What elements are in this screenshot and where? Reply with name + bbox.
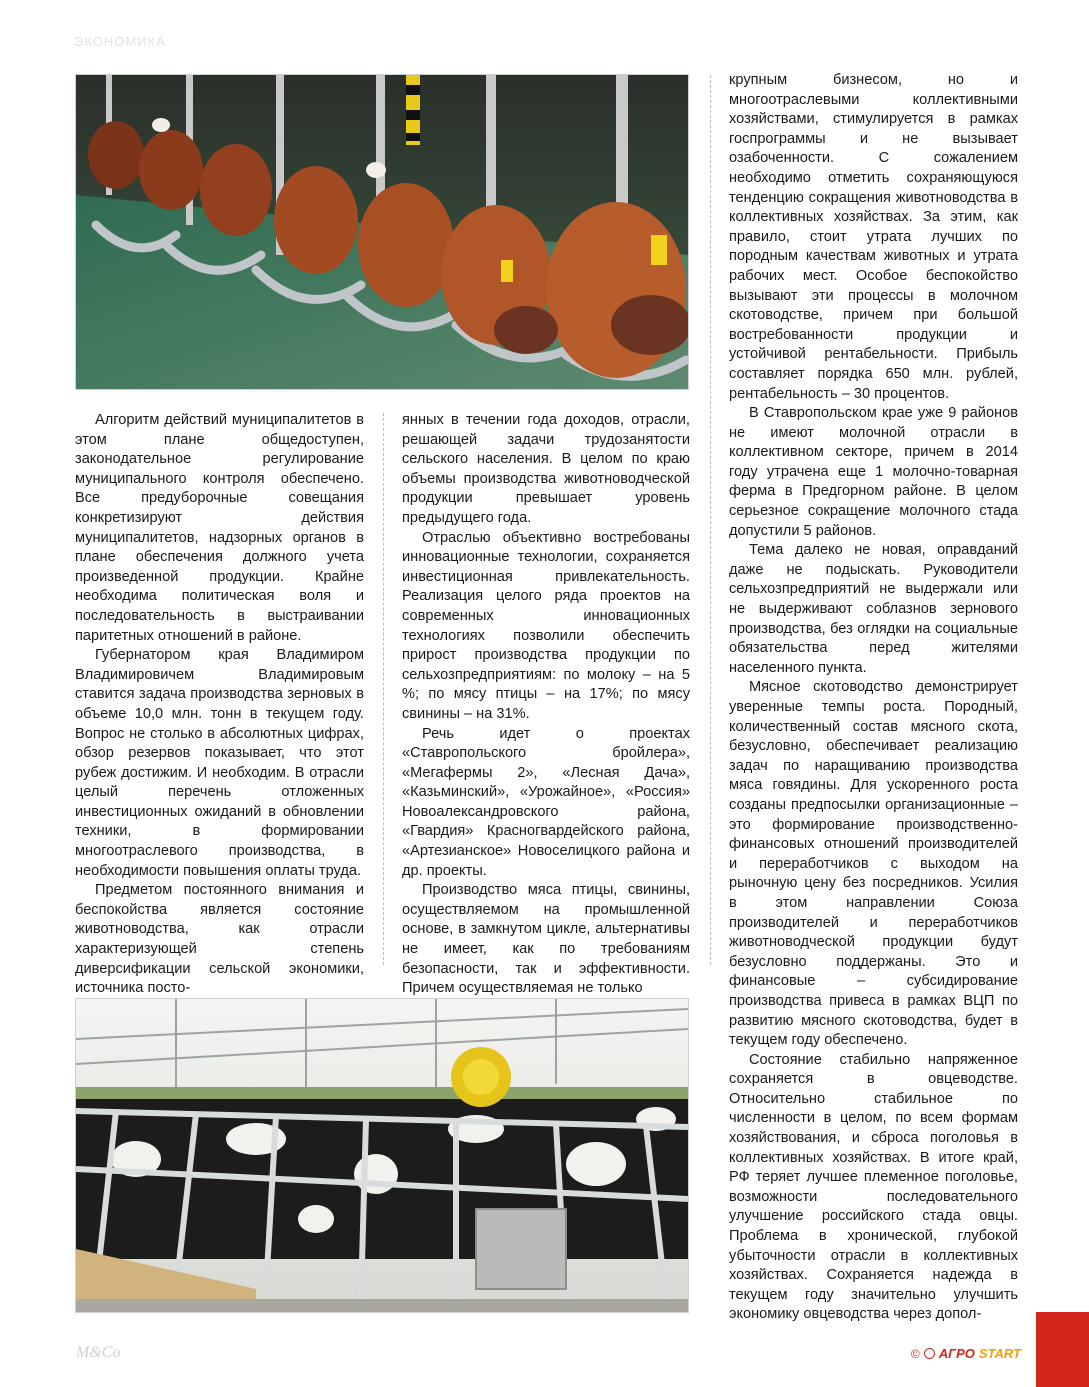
publisher-mark: М&Со xyxy=(76,1344,121,1361)
dairy-barn-cows-photo xyxy=(76,999,688,1312)
paragraph: янных в течении года доходов, отрасли, решающей задачи трудозанятости сельского населения. В целом по краю объемы производства животноводческой продукции превышает уровень предыдущего года. xyxy=(402,412,690,526)
paragraph: крупным бизнесом, но и многоотраслевыми коллективными хозяйствами, стимулируется в рамках госпрограммы и не вызывает озабоченности. С сожалением необходимо отметить сохраняющуюся тенденцию сокращения животноводства в коллективных хозяйствах. За этим, как правило, стоит утрата лучших по породным качествам животных и утрата рабочих мест. Особое беспокойство вызывают эти процессы в молочном скотоводстве, причем при большой востребованности продукции и устойчивой рентабельности. Прибыль составляет порядка 650 млн. рублей, рентабельность – 30 процентов. xyxy=(729,72,1018,402)
column-divider xyxy=(710,75,711,965)
paragraph: Состояние стабильно напряженное сохраняется в овцеводстве. Относительно стабильное по численности в целом, по всем формам хозяйствования, и сброса поголовья в коллективных хозяйствах. В итоге край, РФ теряет лучшее племенное поголовье, возможности последовательного улучшение российского стада овцы. Проблема в хронической, глубокой убыточности отрасли в коллективных хозяйствах. Сохраняется надежда в текущем году значительно улучшить экономику овцеводства через допол- xyxy=(729,1051,1018,1323)
paragraph: Отраслью объективно востребованы инновационные технологии, сохраняется инвестиционная привлекательность. Реализация целого ряда проектов на современных инновационных технологиях позволили обеспечить прирост производства продукции по сельхозпредприятиям: по молоку – на 5 %; по мясу птицы – на 17%; по мясу свинины – на 31%. xyxy=(402,529,690,722)
footer-brand xyxy=(911,1346,1021,1361)
paragraph: Производство мяса птицы, свинины, осуществляемом на промышленной основе, в замкнутом цикле, альтернативы не имеет, как по требованиям безопасности, так и эффективности. Причем осуществляемая не только xyxy=(402,882,690,997)
section-tag: ЭКОНОМИКА xyxy=(74,34,166,49)
page-edge-tab xyxy=(1036,1312,1089,1387)
paragraph: В Ставропольском крае уже 9 районов не имеют молочной отрасли в коллективном секторе, причем в 2014 году утрачена еще 1 молочно-товарная ферма в Предгорном районе. В целом серьезное сокращение молочного стада допустили 5 районов. xyxy=(729,405,1018,539)
paragraph: Губернатором края Владимиром Владимировичем Владимировым ставится задача производства зерновых в объеме 10,0 млн. тонн в текущем году. Вопрос не столько в абсолютных цифрах, обзор резервов показывает, что этот рубеж достижим. И необходим. В отрасли целый перечень отложенных инвестиционных ожиданий в обновлении техники, в формировании многоотраслевого производства, в необходимости повышения оплаты труда. xyxy=(75,647,364,879)
article-column-2 xyxy=(402,411,690,999)
column-divider xyxy=(383,413,384,965)
paragraph: Предметом постоянного внимания и беспокойства является состояние животноводства, как отрасли характеризующей степень диверсификации сельской экономики, источника посто- xyxy=(75,882,364,997)
brand-logo-icon xyxy=(924,1348,935,1359)
copyright-symbol: © xyxy=(910,1346,920,1361)
paragraph: Алгоритм действий муниципалитетов в этом плане общедоступен, законодательное регулирование муниципального контроля обеспечено. Все предуборочные совещания конкретизируют действия муниципалитетов, надзорных органов в плане обеспечения должного учета произведенной продукции. Крайне необходима политическая воля и последовательность в выстраивании паритетных отношений в районе. xyxy=(75,412,364,644)
brand-start: START xyxy=(978,1346,1021,1361)
paragraph: Тема далеко не новая, оправданий даже не подыскать. Руководители сельхозпредприятий не выдержали или не выдерживают соблазнов зернового производства, без оглядки на социальные обязательства перед жителями населенного пункта. xyxy=(729,542,1018,676)
article-column-3 xyxy=(729,71,1018,1325)
paragraph: Мясное скотоводство демонстрирует уверенные темпы роста. Породный, количественный состав мясного скота, безусловно, обеспечивает реализацию задач по наращиванию производства мяса говядины. Для ускоренного роста созданы предпосылки организационные – это формирование производственно-финансовых отношений производителей и переработчиков с выходом на рыночную цену без посредников. Усилия в этом направлении Союза производителей и переработчиков животноводческой продукции будут безусловно поддержаны. Это и финансовые – субсидирование производства привеса в рамках ВЦП по развитию мясного скотоводства, будет в текущем году обеспечено. xyxy=(729,679,1018,1049)
brand-agro: АГРО xyxy=(938,1346,975,1361)
paragraph: Речь идет о проектах «Ставропольского бройлера», «Мегафермы 2», «Лесная Дача», «Казьминский», «Урожайное», «Россия» Новоалександровского района, «Гвардия» Красногвардейского района, «Артезианское» Новоселицкого района и др. проекты. xyxy=(402,725,690,879)
cows-milking-stalls-photo xyxy=(76,75,688,389)
article-column-1 xyxy=(75,411,364,999)
